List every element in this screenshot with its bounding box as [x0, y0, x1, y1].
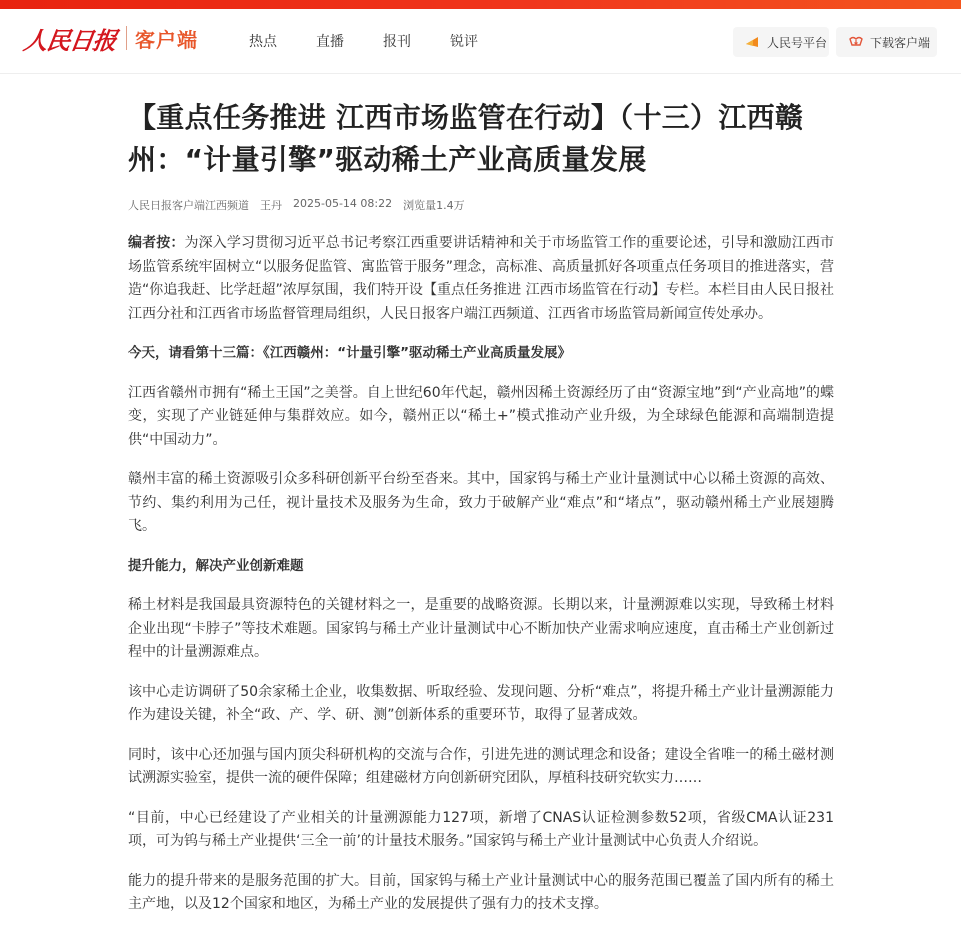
- article-meta: [128, 197, 834, 213]
- logo-subtitle: 客户端: [135, 27, 198, 52]
- article-paragraph: 稀土材料是我国最具资源特色的关键材料之一，是重要的战略资源。长期以来，计量溯源难以实现，导致稀土材料企业出现“卡脖子”等技术难题。国家钨与稀土产业计量测试中心不断加快产业需求响应速度，直击稀土产业创新过程中的计量溯源难点。: [128, 597, 834, 660]
- article-paragraph: 能力的提升带来的是服务范围的扩大。目前，国家钨与稀土产业计量测试中心的服务范围已覆盖了国内所有的稀土主产地，以及12个国家和地区，为稀土产业的发展提供了强有力的技术支撑。: [128, 872, 834, 912]
- editor-note-lead: 编者按：: [128, 235, 185, 251]
- people-platform-button[interactable]: [733, 27, 829, 57]
- site-logo[interactable]: [21, 21, 198, 55]
- editor-note-text: 为深入学习贯彻习近平总书记考察江西重要讲话精神和关于市场监管工作的重要论述，引导和激励江西市场监管系统牢固树立“以服务促监管、寓监管于服务”理念，高标准、高质量抓好各项重点任务项目的推进落实，营造“你追我赶、比学赶超”浓厚氛围，我们特开设【重点任务推进 江西市场监管在行动】专栏。本栏目由人民日报社江西分社和江西省市场监督管理局组织，人民日报客户端江西频道、江西省市场监管局新闻宣传处承办。: [128, 235, 835, 322]
- article-paragraph: 同时，该中心还加强与国内顶尖科研机构的交流与合作，引进先进的测试理念和设备；建设全省唯一的稀土磁材测试溯源实验室，提供一流的硬件保障；组建磁材方向创新研究团队，厚植科技研究软实力……: [128, 746, 834, 786]
- article-paragraph: 该中心走访调研了50余家稀土企业，收集数据、听取经验、发现问题、分析“难点”，将提升稀土产业计量溯源能力作为建设关键，补全“政、产、学、研、测”创新体系的重要环节，取得了显著成效。: [128, 683, 834, 723]
- app-download-icon: [847, 35, 865, 49]
- article-author: 王丹: [260, 199, 282, 212]
- nav-item-live[interactable]: 直播: [316, 34, 344, 50]
- article-views: 浏览量1.4万: [403, 199, 465, 212]
- logo-divider: [126, 26, 127, 50]
- top-accent-stripe: [0, 0, 961, 9]
- article-source[interactable]: 人民日报客户端江西频道: [128, 199, 249, 212]
- article-title: 【重点任务推进 江西市场监管在行动】（十三）江西赣州：“计量引擎”驱动稀土产业高质量发展: [128, 101, 804, 176]
- today-series-line: 今天，请看第十三篇：《江西赣州：“计量引擎”驱动稀土产业高质量发展》: [128, 345, 571, 361]
- download-app-label: 下载客户端: [870, 35, 931, 50]
- nav-item-hot[interactable]: 热点: [249, 34, 277, 50]
- megaphone-icon: [744, 35, 762, 49]
- article-paragraph: 江西省赣州市拥有“稀土王国”之美誉。自上世纪60年代起，赣州因稀土资源经历了由“资源宝地”到“产业高地”的蝶变，实现了产业链延伸与集群效应。如今，赣州正以“稀土+”模式推动产业升级，为全球绿色能源和高端制造提供“中国动力”。: [128, 384, 834, 448]
- download-app-button[interactable]: [836, 27, 937, 57]
- people-platform-label: 人民号平台: [767, 35, 828, 50]
- nav-item-newspaper[interactable]: 报刊: [383, 34, 411, 50]
- site-header: [0, 9, 961, 74]
- article-datetime: 2025-05-14 08:22: [293, 197, 393, 210]
- editor-note: [128, 232, 834, 326]
- logo-wordmark: 人民日报: [21, 25, 118, 55]
- article: [128, 97, 834, 917]
- nav-item-commentary[interactable]: 锐评: [450, 34, 478, 50]
- section-subheading: 提升能力，解决产业创新难题: [128, 557, 304, 574]
- main-nav: [249, 31, 517, 51]
- article-paragraph: “目前，中心已经建设了产业相关的计量溯源能力127项，新增了CNAS认证检测参数52项，省级CMA认证231项，可为钨与稀土产业提供‘三全一前’的计量技术服务。”国家钨与稀土产业计量测试中心负责人介绍说。: [128, 809, 834, 849]
- article-paragraph: 赣州丰富的稀土资源吸引众多科研创新平台纷至沓来。其中，国家钨与稀土产业计量测试中心以稀土资源的高效、节约、集约利用为己任，视计量技术及服务为生命，致力于破解产业“难点”和“堵点”，驱动赣州稀土产业展翅腾飞。: [128, 471, 834, 534]
